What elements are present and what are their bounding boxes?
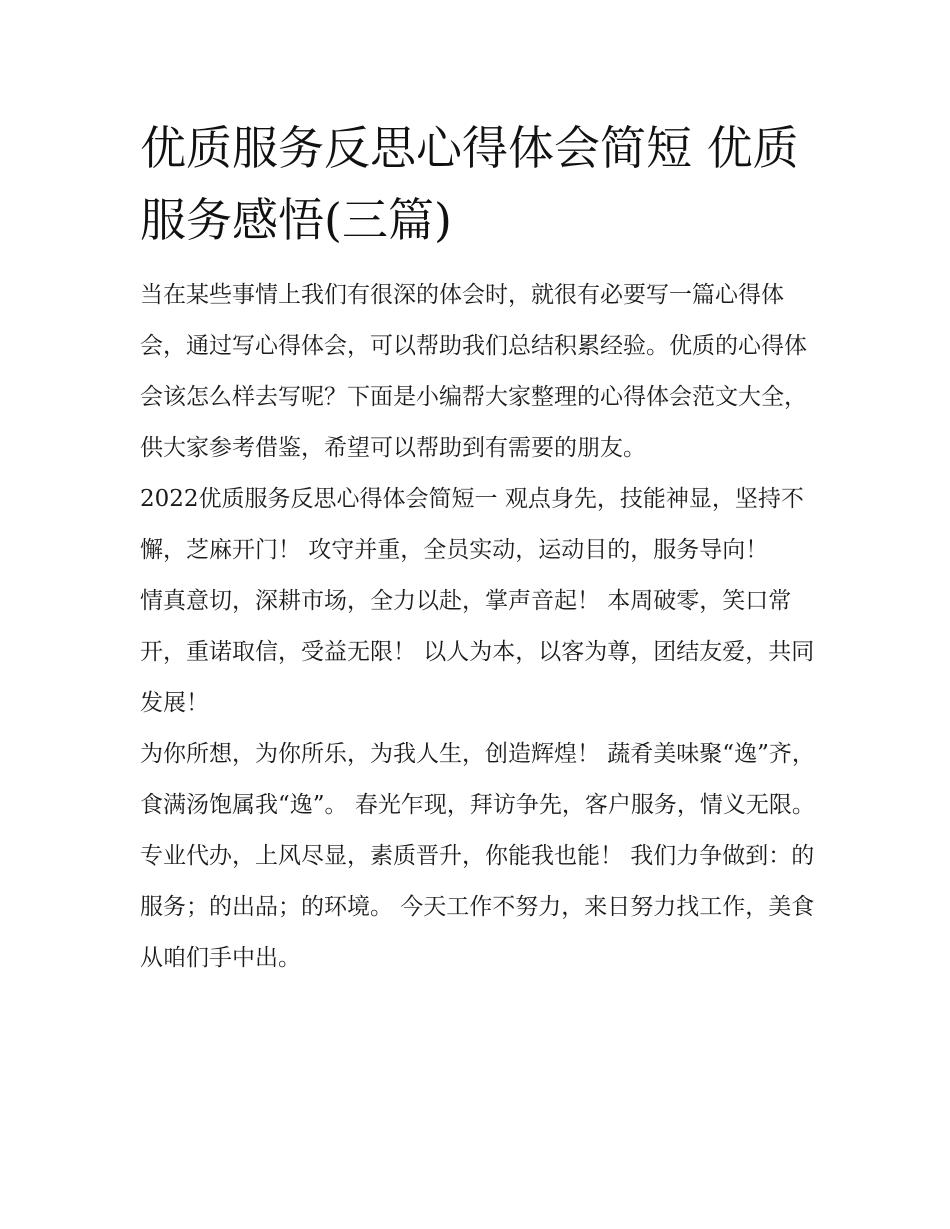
paragraph-intro: 当在某些事情上我们有很深的体会时，就很有必要写一篇心得体会，通过写心得体会，可以帮助我们总结积累经验。优质的心得体会该怎么样去写呢？下面是小编帮大家整理的心得体会范文大全，供大家参考借鉴，希望可以帮助到有需要的朋友。: [140, 282, 807, 461]
paragraph-1: 2022优质服务反思心得体会简短一 观点身先，技能神显，坚持不懈，芝麻开门！ 攻守并重，全员实动，运动目的，服务导向！: [140, 486, 804, 563]
paragraph-3: 为你所想，为你所乐，为我人生，创造辉煌！ 蔬肴美味聚“逸”齐，食满汤饱属我“逸”。 春光乍现，拜访争先，客户服务，情义无限。: [140, 741, 815, 818]
document-content: [140, 112, 820, 984]
paragraph-2: 情真意切，深耕市场，全力以赴，掌声音起！ 本周破零，笑口常开，重诺取信，受益无限！ 以人为本，以客为尊，团结友爱，共同发展！: [140, 588, 815, 716]
document-title: 优质服务反思心得体会简短 优质服务感悟(三篇): [140, 121, 799, 247]
document-body: [140, 270, 820, 984]
paragraph-4: 专业代办，上风尽显，素质晋升，你能我也能！ 我们力争做到：的服务；的出品；的环境。 今天工作不努力，来日努力找工作，美食从咱们手中出。: [140, 843, 815, 971]
